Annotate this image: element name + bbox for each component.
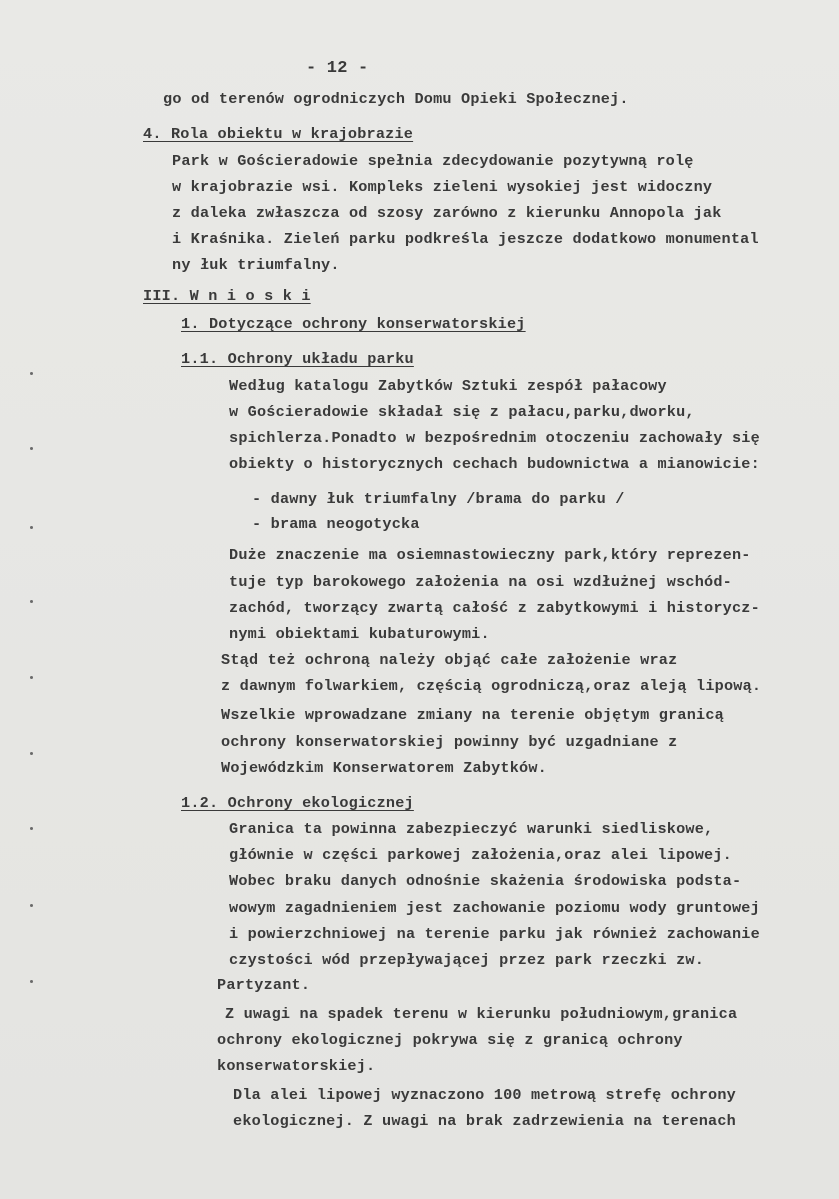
margin-dot bbox=[30, 447, 33, 450]
text-line: Partyzant. bbox=[217, 976, 311, 994]
page-number: - 12 - bbox=[306, 59, 369, 78]
text-line: w Gościeradowie składał się z pałacu,parku,dworku, bbox=[229, 403, 695, 421]
text-line: Park w Gościeradowie spełnia zdecydowanie pozytywną rolę bbox=[172, 152, 694, 170]
subsection-heading-1: 1. Dotyczące ochrony konserwatorskiej bbox=[181, 315, 526, 333]
subsection-heading-1-1: 1.1. Ochrony układu parku bbox=[181, 350, 414, 368]
text-line: go od terenów ogrodniczych Domu Opieki Społecznej. bbox=[163, 90, 629, 108]
text-line: i Kraśnika. Zieleń parku podkreśla jeszcze dodatkowo monumental bbox=[172, 230, 759, 248]
text-line: ny łuk triumfalny. bbox=[172, 256, 340, 274]
text-line: ekologicznej. Z uwagi na brak zadrzewienia na terenach bbox=[233, 1112, 736, 1130]
text-line: ochrony konserwatorskiej powinny być uzgadniane z bbox=[221, 733, 678, 751]
margin-dot bbox=[30, 752, 33, 755]
text-line: Wojewódzkim Konserwatorem Zabytków. bbox=[221, 759, 547, 777]
text-line: zachód, tworzący zwartą całość z zabytkowymi i historycz- bbox=[229, 599, 760, 617]
text-line: z dawnym folwarkiem, częścią ogrodniczą,oraz aleją lipową. bbox=[221, 677, 762, 695]
subsection-heading-1-2: 1.2. Ochrony ekologicznej bbox=[181, 794, 414, 812]
text-line: Dla alei lipowej wyznaczono 100 metrową strefę ochrony bbox=[233, 1086, 736, 1104]
text-line: głównie w części parkowej założenia,oraz alei lipowej. bbox=[229, 846, 732, 864]
margin-dot bbox=[30, 827, 33, 830]
margin-dot bbox=[30, 600, 33, 603]
margin-dot bbox=[30, 526, 33, 529]
text-line: tuje typ barokowego założenia na osi wzdłużnej wschód- bbox=[229, 573, 732, 591]
text-line: Z uwagi na spadek terenu w kierunku południowym,granica bbox=[225, 1005, 738, 1023]
text-line: Wobec braku danych odnośnie skażenia środowiska podsta- bbox=[229, 872, 742, 890]
text-line: w krajobrazie wsi. Kompleks zieleni wysokiej jest widoczny bbox=[172, 178, 713, 196]
list-item: - brama neogotycka bbox=[252, 515, 420, 533]
list-item: - dawny łuk triumfalny /brama do parku / bbox=[252, 490, 625, 508]
text-line: spichlerza.Ponadto w bezpośrednim otoczeniu zachowały się bbox=[229, 429, 760, 447]
text-line: i powierzchniowej na terenie parku jak również zachowanie bbox=[229, 925, 760, 943]
text-line: wowym zagadnieniem jest zachowanie poziomu wody gruntowej bbox=[229, 899, 760, 917]
text-line: Wszelkie wprowadzane zmiany na terenie objętym granicą bbox=[221, 706, 724, 724]
margin-dot bbox=[30, 372, 33, 375]
text-line: konserwatorskiej. bbox=[217, 1057, 376, 1075]
text-line: Stąd też ochroną należy objąć całe założenie wraz bbox=[221, 651, 678, 669]
text-line: obiekty o historycznych cechach budownictwa a mianowicie: bbox=[229, 455, 760, 473]
section-heading-iii: III. W n i o s k i bbox=[143, 287, 311, 305]
text-line: czystości wód przepływającej przez park rzeczki zw. bbox=[229, 951, 705, 969]
text-line: nymi obiektami kubaturowymi. bbox=[229, 625, 490, 643]
margin-dot bbox=[30, 676, 33, 679]
text-line: Granica ta powinna zabezpieczyć warunki siedliskowe, bbox=[229, 820, 714, 838]
margin-dot bbox=[30, 980, 33, 983]
text-line: Duże znaczenie ma osiemnastowieczny park,który reprezen- bbox=[229, 546, 751, 564]
text-line: ochrony ekologicznej pokrywa się z granicą ochrony bbox=[217, 1031, 683, 1049]
margin-dot bbox=[30, 904, 33, 907]
text-line: Według katalogu Zabytków Sztuki zespół pałacowy bbox=[229, 377, 667, 395]
section-heading-4: 4. Rola obiektu w krajobrazie bbox=[143, 125, 414, 143]
text-line: z daleka zwłaszcza od szosy zarówno z kierunku Annopola jak bbox=[172, 204, 722, 222]
